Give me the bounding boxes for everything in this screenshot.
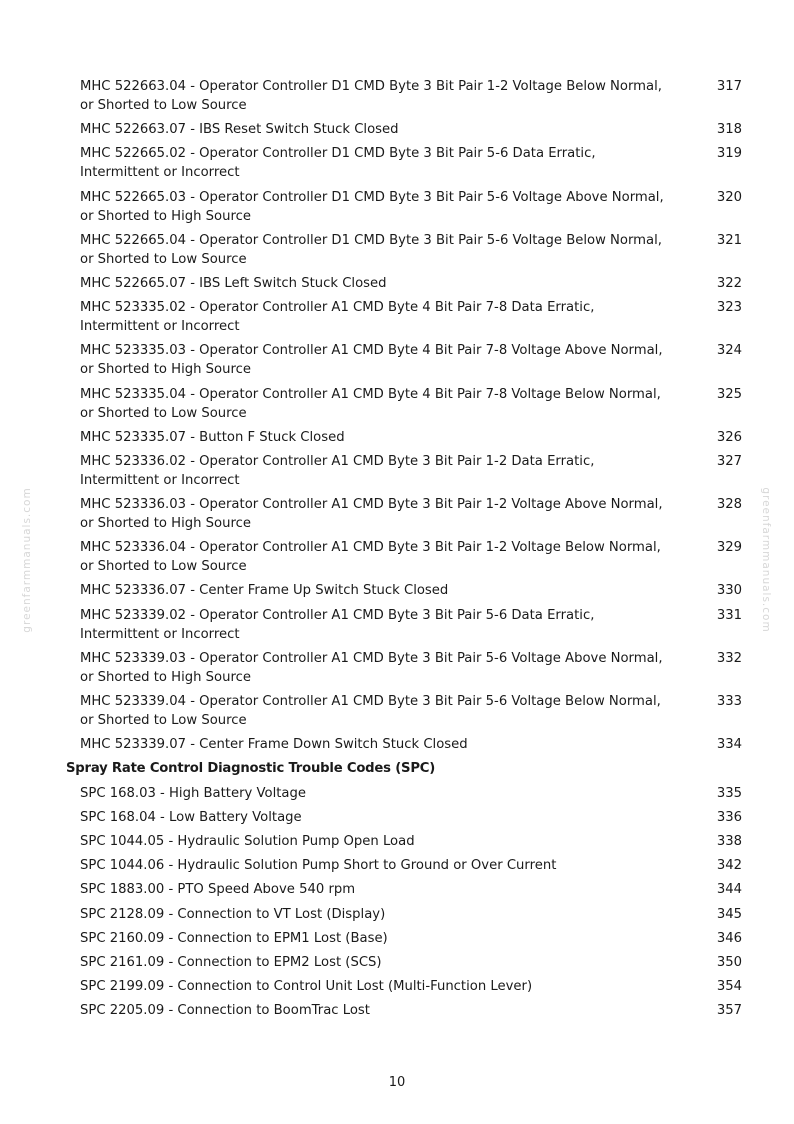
- toc-entry[interactable]: [66, 385, 742, 423]
- toc-entry-page: 324: [716, 343, 742, 359]
- toc-entry-title: MHC 523336.04 - Operator Controller A1 CMD Byte 3 Bit Pair 1-2 Voltage Below Normal, or Shorted to Low Source: [80, 540, 661, 575]
- toc-entry[interactable]: [66, 274, 742, 293]
- toc-entry[interactable]: [66, 231, 742, 269]
- toc-entry-page: 325: [716, 386, 742, 402]
- toc-entry[interactable]: [66, 649, 742, 687]
- toc-entry[interactable]: [66, 880, 742, 899]
- toc-entry-page: 322: [716, 275, 742, 291]
- toc-entry-title: MHC 523339.04 - Operator Controller A1 CMD Byte 3 Bit Pair 5-6 Voltage Below Normal, or Shorted to Low Source: [80, 694, 661, 728]
- toc-entry-page: 320: [716, 189, 742, 205]
- toc-entry[interactable]: [66, 784, 742, 803]
- toc-entry-page: 326: [716, 429, 742, 445]
- toc-entry-title: MHC 523339.02 - Operator Controller A1 CMD Byte 3 Bit Pair 5-6 Data Erratic, Intermittent or Incorrect: [80, 607, 595, 642]
- toc-entry[interactable]: [66, 538, 742, 576]
- toc-entry-title: MHC 523339.07 - Center Frame Down Switch Stuck Closed: [80, 737, 468, 753]
- toc-entry-page: 350: [716, 954, 742, 970]
- toc-entry-title: MHC 523335.03 - Operator Controller A1 CMD Byte 4 Bit Pair 7-8 Voltage Above Normal, or Shorted to High Source: [80, 343, 663, 378]
- toc-entry[interactable]: [66, 977, 742, 996]
- toc-entry-page: 346: [716, 930, 742, 946]
- toc-entry[interactable]: [66, 341, 742, 379]
- toc-entry-title: SPC 168.03 - High Battery Voltage: [80, 785, 306, 801]
- toc-entry-title: MHC 523336.07 - Center Frame Up Switch Stuck Closed: [80, 583, 449, 599]
- toc-entry-title: SPC 1883.00 - PTO Speed Above 540 rpm: [80, 882, 356, 898]
- toc-entry[interactable]: [66, 495, 742, 533]
- toc-entry-page: 318: [716, 122, 742, 138]
- toc-entry-title: MHC 523335.07 - Button F Stuck Closed: [80, 429, 345, 445]
- table-of-contents: [66, 77, 742, 1025]
- toc-entry[interactable]: [66, 735, 742, 754]
- toc-entry[interactable]: [66, 188, 742, 226]
- toc-entry-page: 345: [716, 906, 742, 922]
- toc-entry-page: 331: [716, 607, 742, 623]
- toc-entry-page: 330: [716, 583, 742, 599]
- toc-entry-title: SPC 2161.09 - Connection to EPM2 Lost (SCS): [80, 954, 382, 970]
- toc-entry-page: 319: [716, 146, 742, 162]
- toc-entry-page: 333: [716, 694, 742, 709]
- toc-entry-title: SPC 2205.09 - Connection to BoomTrac Lost: [80, 1003, 370, 1019]
- toc-entry-title: SPC 1044.05 - Hydraulic Solution Pump Open Load: [80, 833, 415, 849]
- toc-entry[interactable]: [66, 692, 742, 730]
- toc-entry-title: MHC 522665.03 - Operator Controller D1 CMD Byte 3 Bit Pair 5-6 Voltage Above Normal, or Shorted to High Source: [80, 189, 664, 224]
- toc-entry-page: 329: [716, 540, 742, 556]
- toc-entry[interactable]: [66, 120, 742, 139]
- toc-entry-page: 317: [716, 79, 742, 94]
- section-heading-spc: Spray Rate Control Diagnostic Trouble Codes (SPC): [66, 761, 436, 777]
- toc-entry[interactable]: [66, 606, 742, 644]
- watermark-left: greenfarmmanuals.com: [21, 487, 33, 633]
- toc-entry-title: MHC 523339.03 - Operator Controller A1 CMD Byte 3 Bit Pair 5-6 Voltage Above Normal, or Shorted to High Source: [80, 650, 663, 685]
- toc-entry-page: 334: [716, 737, 742, 753]
- toc-entry[interactable]: [66, 452, 742, 490]
- toc-entry-page: 327: [716, 453, 742, 469]
- toc-entry-title: MHC 523335.04 - Operator Controller A1 CMD Byte 4 Bit Pair 7-8 Voltage Below Normal, or Shorted to Low Source: [80, 386, 661, 421]
- toc-entry-title: MHC 522665.04 - Operator Controller D1 CMD Byte 3 Bit Pair 5-6 Voltage Below Normal, or Shorted to Low Source: [80, 232, 662, 267]
- toc-entry-page: 342: [716, 858, 742, 874]
- toc-entry-page: 338: [716, 833, 742, 849]
- toc-entry[interactable]: [66, 144, 742, 182]
- toc-entry[interactable]: [66, 856, 742, 875]
- toc-entry-title: SPC 168.04 - Low Battery Voltage: [80, 809, 302, 825]
- toc-entry-title: SPC 1044.06 - Hydraulic Solution Pump Short to Ground or Over Current: [80, 858, 557, 874]
- toc-entry-page: 357: [716, 1003, 742, 1019]
- toc-entry-title: MHC 523336.02 - Operator Controller A1 CMD Byte 3 Bit Pair 1-2 Data Erratic, Intermittent or Incorrect: [80, 453, 595, 488]
- toc-entry-title: MHC 523335.02 - Operator Controller A1 CMD Byte 4 Bit Pair 7-8 Data Erratic, Intermittent or Incorrect: [80, 300, 595, 335]
- toc-entry[interactable]: [66, 77, 742, 115]
- watermark-right: greenfarmmanuals.com: [760, 487, 772, 633]
- toc-entry[interactable]: [66, 953, 742, 972]
- toc-entry-page: 323: [716, 300, 742, 316]
- toc-entry-title: MHC 522663.07 - IBS Reset Switch Stuck Closed: [80, 122, 399, 138]
- toc-entry-page: 321: [716, 232, 742, 248]
- toc-entry-title: SPC 2160.09 - Connection to EPM1 Lost (Base): [80, 930, 388, 946]
- toc-entry[interactable]: [66, 929, 742, 948]
- mhc-entry-list: [66, 77, 742, 754]
- toc-entry-page: 332: [716, 650, 742, 666]
- toc-entry-title: MHC 522665.07 - IBS Left Switch Stuck Closed: [80, 275, 387, 291]
- toc-entry-title: MHC 523336.03 - Operator Controller A1 CMD Byte 3 Bit Pair 1-2 Voltage Above Normal, or Shorted to High Source: [80, 497, 663, 532]
- toc-entry[interactable]: [66, 808, 742, 827]
- toc-entry[interactable]: [66, 832, 742, 851]
- toc-entry-title: SPC 2199.09 - Connection to Control Unit Lost (Multi-Function Lever): [80, 979, 533, 995]
- toc-entry-title: MHC 522663.04 - Operator Controller D1 CMD Byte 3 Bit Pair 1-2 Voltage Below Normal, or Shorted to Low Source: [80, 79, 662, 113]
- spc-entry-list: [66, 784, 742, 1021]
- toc-entry-page: 344: [716, 882, 742, 898]
- page-number: 10: [388, 1075, 406, 1090]
- toc-entry[interactable]: [66, 428, 742, 447]
- toc-entry[interactable]: [66, 581, 742, 600]
- toc-entry-page: 336: [716, 809, 742, 825]
- toc-entry[interactable]: [66, 1001, 742, 1020]
- toc-entry[interactable]: [66, 905, 742, 924]
- toc-entry-page: 328: [716, 497, 742, 513]
- toc-entry-page: 335: [716, 785, 742, 801]
- toc-entry-title: SPC 2128.09 - Connection to VT Lost (Display): [80, 906, 386, 922]
- toc-entry[interactable]: [66, 298, 742, 336]
- toc-entry-page: 354: [716, 979, 742, 995]
- toc-entry-title: MHC 522665.02 - Operator Controller D1 CMD Byte 3 Bit Pair 5-6 Data Erratic, Intermittent or Incorrect: [80, 146, 596, 181]
